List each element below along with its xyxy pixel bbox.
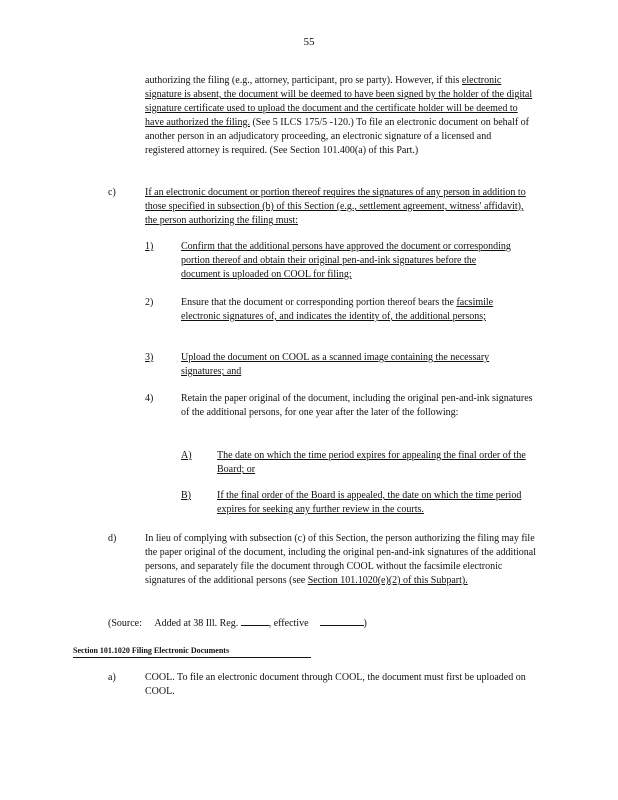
- item-1-text: [181, 240, 511, 282]
- source-open: (Source:: [108, 618, 142, 629]
- item-d-underlined: Section 101.1020(e)(2) of this Subpart).: [307, 575, 468, 586]
- item-B-label: B): [181, 490, 191, 501]
- item-2-pre: Ensure that the document or corresponding portion thereof bears the: [181, 297, 457, 308]
- intro-rest-text: (See 5 ILCS 175/5 -120.) To file an electronic document on behalf of another person in an adjudicatory proceeding, an electronic signature of a licensed and registered attorney is required. (See Section 101.400(a) of this Part.): [145, 117, 530, 156]
- intro-paragraph: [145, 74, 533, 158]
- source-blank-1: [241, 615, 269, 626]
- item-A-text: The date on which the time period expires for appealing the final order of the Board; or: [217, 450, 526, 475]
- item-a-label: a): [108, 672, 116, 683]
- source-note: [108, 615, 528, 631]
- item-2-text: [181, 296, 511, 324]
- item-3-label: 3): [145, 352, 154, 363]
- item-3-text: Upload the document on COOL as a scanned image containing the necessary signatures; and: [181, 352, 490, 377]
- item-2-label: 2): [145, 297, 154, 308]
- section-heading: Section 101.1020 Filing Electronic Documents: [73, 645, 311, 658]
- source-added: Added at 38 Ill. Reg.: [154, 618, 239, 629]
- item-B-text: If the final order of the Board is appealed, the date on which the time period expires for seeking any further review in the courts.: [217, 490, 522, 515]
- item-a-text: COOL. To file an electronic document through COOL, the document must first be uploaded on COOL.: [145, 672, 526, 697]
- item-d-pre: In lieu of complying with subsection (c) of this Section, the person authorizing the filing may file the paper original of the document, including the original pen-and-ink signatures of the additional persons, and separately file the document through COOL without the facsimile electronic signatures of the additional persons (see: [145, 533, 537, 586]
- source-effective: , effective: [268, 618, 309, 629]
- intro-underlined-text: electronic signature is absent, the document will be deemed to have been signed by the holder of the digital signature certificate used to upload the document and the certificate holder will be deemed to have authorized the filing.: [145, 75, 533, 128]
- source-blank-2: [320, 615, 364, 626]
- page-number: 55: [303, 36, 315, 48]
- item-c-text: If an electronic document or portion thereof requires the signatures of any person in addition to those specified in subsection (b) of this Section (e.g., settlement agreement, witness' affidavit), the person authorizing the filing must:: [145, 187, 526, 226]
- item-2-underlined: facsimile electronic signatures of, and indicates the identity of, the additional persons;: [181, 297, 494, 322]
- item-A-label: A): [181, 450, 192, 461]
- item-4-text: Retain the paper original of the document, including the original pen-and-ink signatures of the additional persons, for one year after the later of the following:: [181, 393, 533, 418]
- item-4-label: 4): [145, 393, 154, 404]
- source-close: ): [363, 618, 367, 629]
- item-1-body: Confirm that the additional persons have approved the document or corresponding portion thereof and obtain their original pen-and-ink signatures before the document is uploaded on COOL for filing;: [181, 241, 511, 280]
- item-c-label: c): [108, 187, 116, 198]
- intro-line-1: authorizing the filing (e.g., attorney, participant, pro se party). However, if this: [145, 75, 460, 86]
- item-1-label: 1): [145, 241, 154, 252]
- item-d-label: d): [108, 533, 117, 544]
- item-d-text: [145, 532, 541, 588]
